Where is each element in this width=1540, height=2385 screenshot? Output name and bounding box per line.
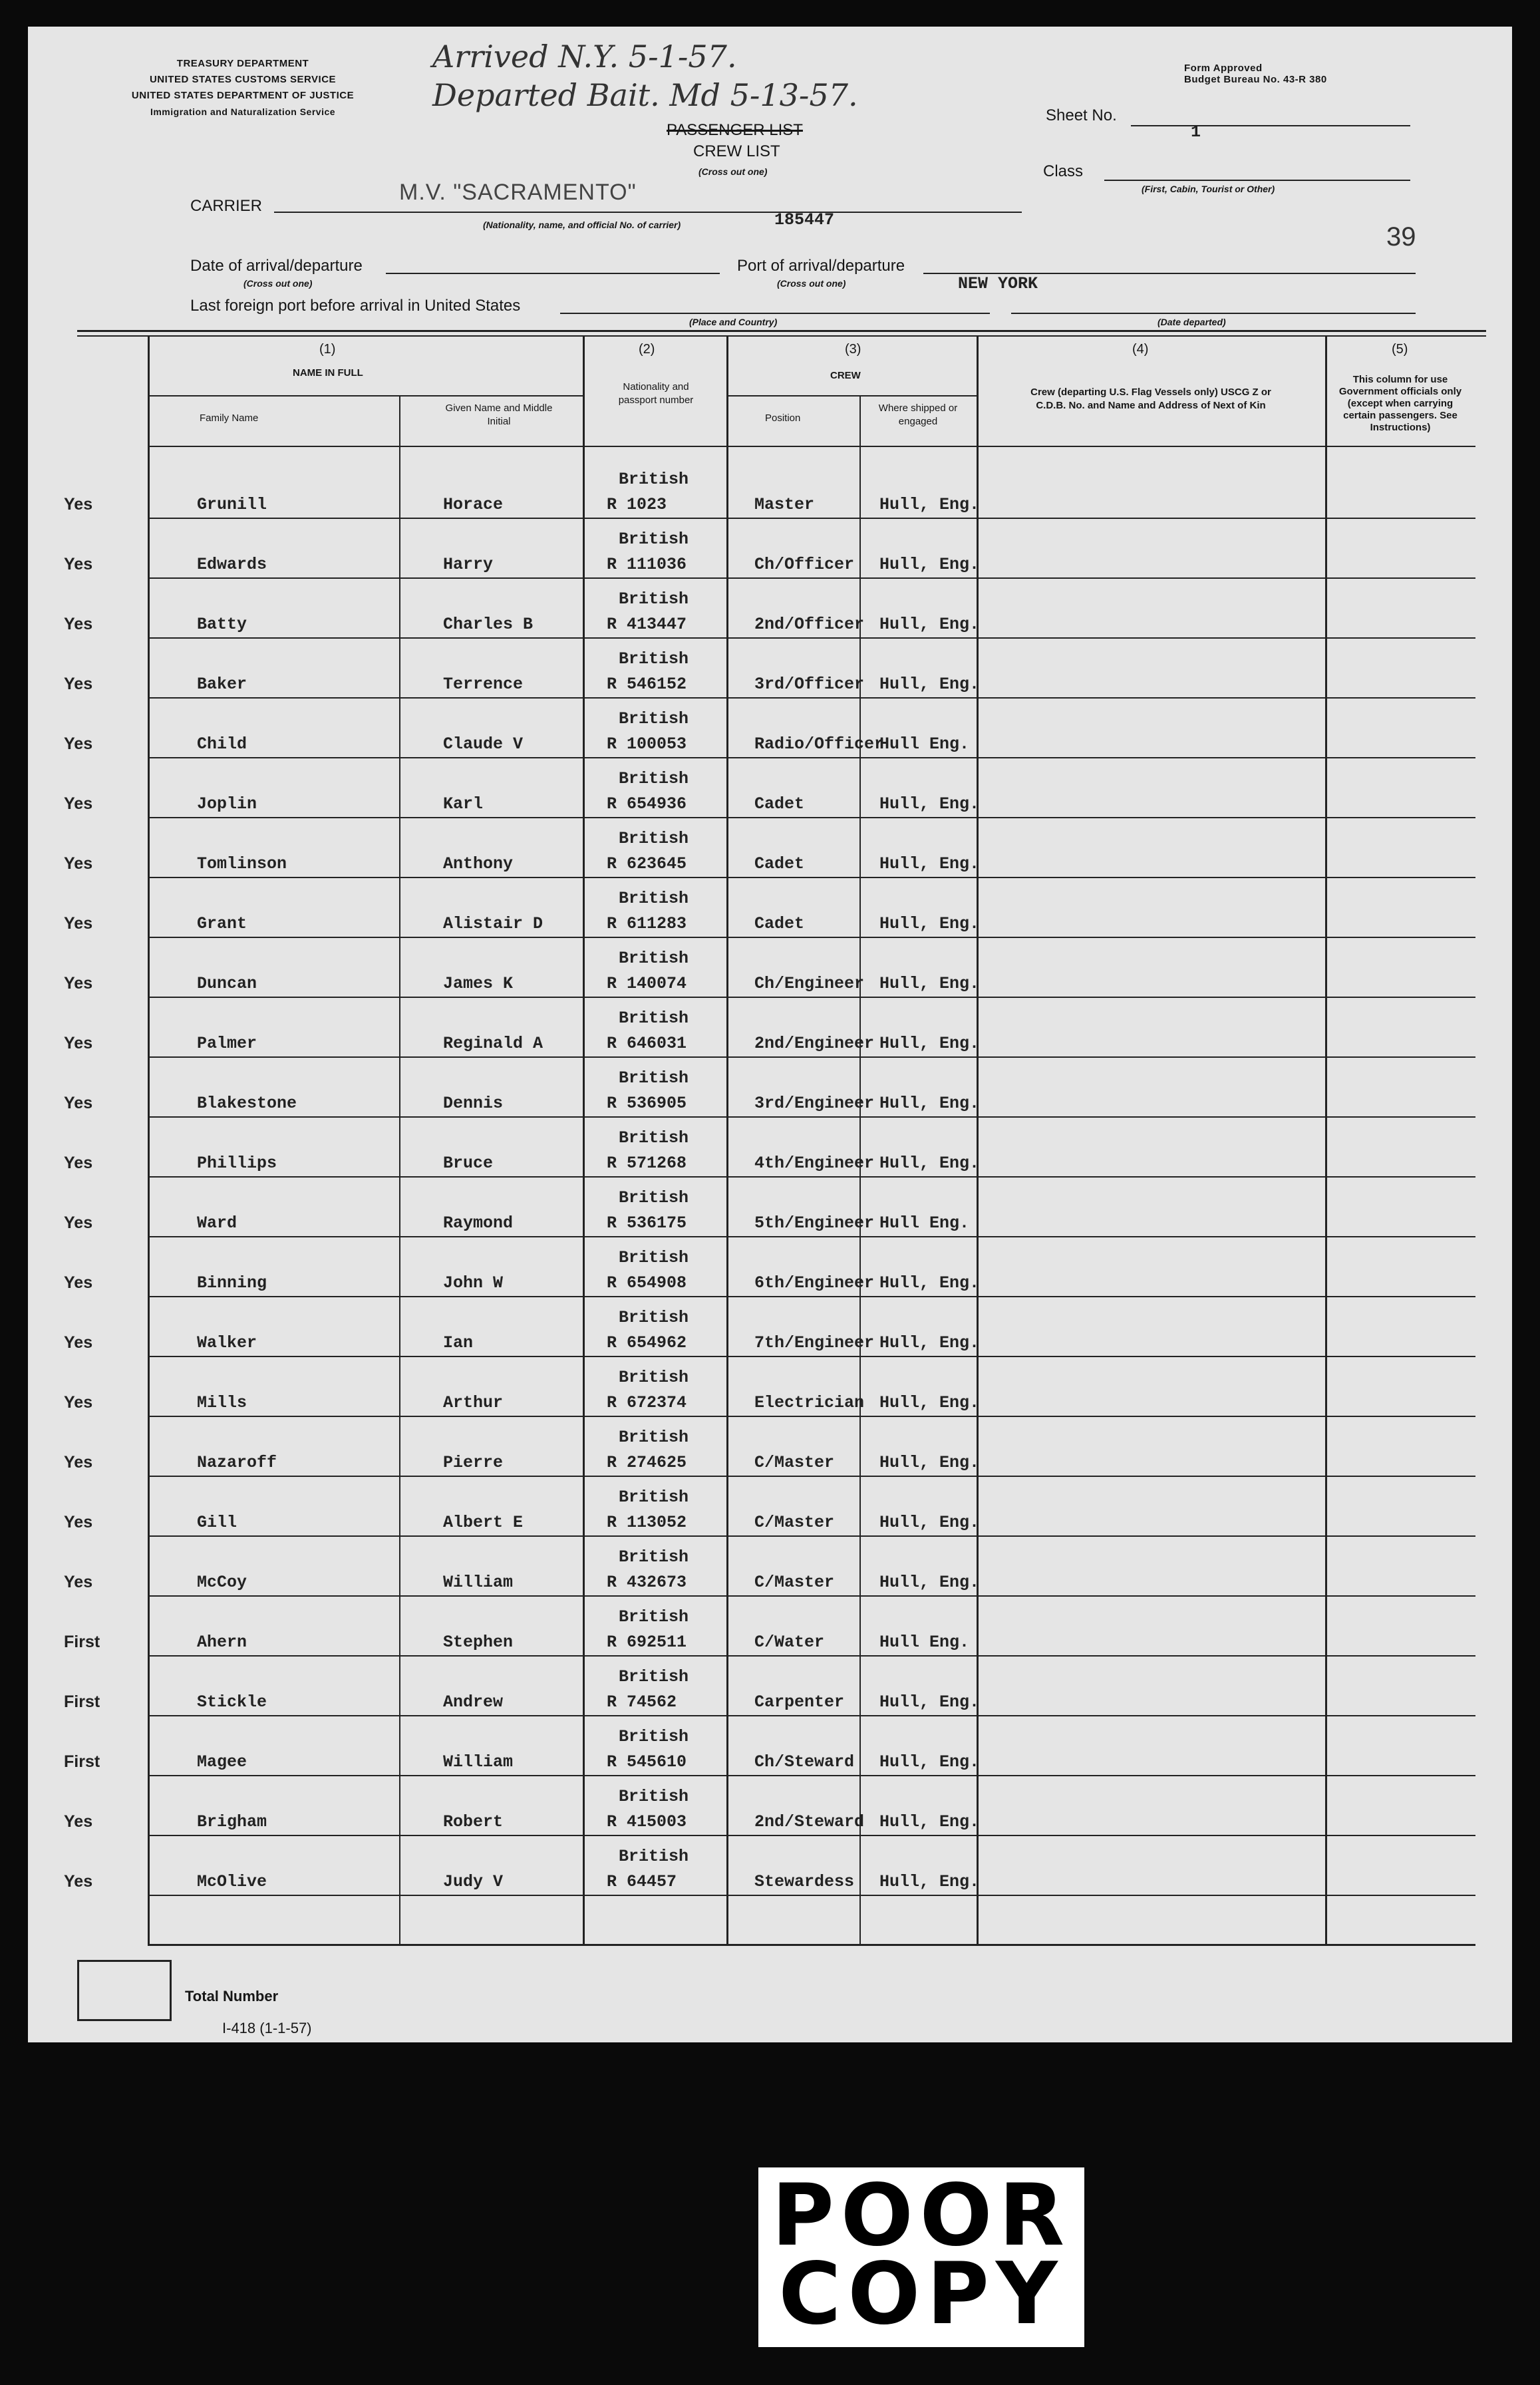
row-rule — [148, 1835, 1475, 1836]
form-approved-label: Form Approved — [1184, 63, 1263, 74]
given-cell: Karl — [443, 794, 484, 814]
table-top-rule — [77, 330, 1486, 332]
passport-cell: R 64457 — [607, 1872, 677, 1891]
row-rule — [148, 1775, 1475, 1776]
list-type-hint: (Cross out one) — [698, 166, 768, 177]
given-cell: Terrence — [443, 675, 524, 694]
given-cell: Stephen — [443, 1633, 514, 1652]
given-cell: William — [443, 1752, 514, 1772]
passport-cell: R 415003 — [607, 1812, 687, 1831]
mark-cell: Yes — [64, 734, 93, 753]
row-rule — [148, 1715, 1475, 1716]
family-cell: Joplin — [197, 794, 257, 814]
mark-cell: Yes — [64, 854, 93, 873]
family-cell: Tomlinson — [197, 854, 287, 874]
position-cell: 3rd/Officer — [754, 675, 865, 694]
row-rule — [148, 757, 1475, 758]
position-cell: 7th/Engineer — [754, 1333, 875, 1352]
position-cell: 2nd/Steward — [754, 1812, 865, 1831]
family-cell: Ahern — [197, 1633, 247, 1652]
date-line — [386, 273, 720, 274]
nationality-cell: British — [619, 709, 689, 728]
passport-cell: R 140074 — [607, 974, 687, 993]
col1-family: Family Name — [200, 412, 259, 424]
subheader-rule-crew — [726, 395, 977, 397]
nationality-cell: British — [619, 1248, 689, 1267]
total-number-label: Total Number — [185, 1988, 279, 2004]
family-cell: Duncan — [197, 974, 257, 993]
where-cell: Hull, Eng. — [879, 675, 980, 694]
date-hint: (Cross out one) — [243, 278, 313, 289]
position-cell: 5th/Engineer — [754, 1213, 875, 1233]
nationality-cell: British — [619, 530, 689, 549]
where-cell: Hull Eng. — [879, 734, 970, 754]
col5-title: This column for use Government officials only (except when carrying certain passengers. See Instructions) — [1338, 374, 1462, 433]
where-cell: Hull, Eng. — [879, 1034, 980, 1053]
family-cell: Grunill — [197, 495, 267, 514]
row-rule — [148, 1416, 1475, 1417]
given-cell: John W — [443, 1273, 504, 1293]
agency-line: UNITED STATES CUSTOMS SERVICE — [149, 74, 337, 85]
nationality-cell: British — [619, 1188, 689, 1207]
nationality-cell: British — [619, 1428, 689, 1447]
family-cell: Phillips — [197, 1154, 277, 1173]
row-rule — [148, 1116, 1475, 1118]
row-rule — [148, 518, 1475, 519]
col1-given: Given Name and Middle Initial — [445, 402, 553, 427]
official-number: 185447 — [774, 210, 835, 230]
mark-cell: Yes — [64, 974, 93, 993]
stamp-line-2: COPY — [778, 2245, 1064, 2344]
given-cell: Ian — [443, 1333, 474, 1352]
where-cell: Hull Eng. — [879, 1213, 970, 1233]
nationality-cell: British — [619, 470, 689, 489]
position-cell: C/Master — [754, 1573, 835, 1592]
where-cell: Hull, Eng. — [879, 555, 980, 574]
where-cell: Hull, Eng. — [879, 1393, 980, 1412]
passport-cell: R 74562 — [607, 1692, 677, 1712]
given-cell: Harry — [443, 555, 494, 574]
carrier-line — [274, 212, 1022, 213]
family-cell: Magee — [197, 1752, 247, 1772]
table-bottom-border — [148, 1944, 1475, 1946]
subheader-rule — [148, 395, 583, 397]
family-cell: Baker — [197, 675, 247, 694]
position-cell: C/Master — [754, 1453, 835, 1472]
position-cell: Carpenter — [754, 1692, 845, 1712]
passport-cell: R 654962 — [607, 1333, 687, 1352]
header-bottom-rule — [148, 446, 1475, 447]
page-number: 39 — [1386, 222, 1416, 251]
passport-cell: R 546152 — [607, 675, 687, 694]
table-top-rule-2 — [77, 335, 1486, 337]
passport-cell: R 536175 — [607, 1213, 687, 1233]
family-cell: Brigham — [197, 1812, 267, 1831]
passport-cell: R 432673 — [607, 1573, 687, 1592]
family-cell: Stickle — [197, 1692, 267, 1712]
mark-cell: Yes — [64, 1333, 93, 1352]
passport-cell: R 111036 — [607, 555, 687, 574]
passport-cell: R 413447 — [607, 615, 687, 634]
last-port-label: Last foreign port before arrival in United States — [190, 297, 521, 315]
port-label: Port of arrival/departure — [737, 257, 905, 275]
given-cell: Reginald A — [443, 1034, 543, 1053]
position-cell: Ch/Steward — [754, 1752, 855, 1772]
budget-bureau-label: Budget Bureau No. 43-R 380 — [1184, 74, 1327, 85]
nationality-cell: British — [619, 1488, 689, 1507]
date-label: Date of arrival/departure — [190, 257, 363, 275]
mark-cell: Yes — [64, 1573, 93, 1591]
carrier-hint: (Nationality, name, and official No. of carrier) — [483, 220, 681, 230]
mark-cell: Yes — [64, 1094, 93, 1112]
row-rule — [148, 637, 1475, 639]
passport-cell: R 692511 — [607, 1633, 687, 1652]
position-cell: Ch/Officer — [754, 555, 855, 574]
nationality-cell: British — [619, 1607, 689, 1627]
col-divider-family-given — [399, 395, 400, 1945]
col2-title: Nationality and passport number — [618, 381, 694, 406]
position-cell: Electrician — [754, 1393, 865, 1412]
row-rule — [148, 1056, 1475, 1058]
where-cell: Hull, Eng. — [879, 914, 980, 933]
passport-cell: R 611283 — [607, 914, 687, 933]
given-cell: Alistair D — [443, 914, 543, 933]
where-cell: Hull, Eng. — [879, 1273, 980, 1293]
passport-cell: R 100053 — [607, 734, 687, 754]
passport-cell: R 113052 — [607, 1513, 687, 1532]
row-rule — [148, 997, 1475, 998]
row-rule — [148, 1476, 1475, 1477]
where-cell: Hull, Eng. — [879, 974, 980, 993]
col-divider-2-3 — [726, 335, 728, 1945]
stamp-line-1: POOR — [772, 2166, 1071, 2265]
where-cell: Hull, Eng. — [879, 1453, 980, 1472]
row-rule — [148, 1176, 1475, 1178]
passport-cell: R 1023 — [607, 495, 667, 514]
col4-number: (4) — [1132, 342, 1149, 357]
sheet-line — [1131, 125, 1410, 126]
position-cell: Cadet — [754, 854, 805, 874]
position-cell: Radio/Officer — [754, 734, 885, 754]
agency-line: TREASURY DEPARTMENT — [176, 58, 309, 69]
family-cell: Grant — [197, 914, 247, 933]
mark-cell: Yes — [64, 914, 93, 933]
given-cell: William — [443, 1573, 514, 1592]
given-cell: Charles B — [443, 615, 534, 634]
row-rule — [148, 697, 1475, 699]
port-hint: (Cross out one) — [777, 278, 846, 289]
given-cell: Albert E — [443, 1513, 524, 1532]
position-cell: Master — [754, 495, 815, 514]
position-cell: Stewardess — [754, 1872, 855, 1891]
given-cell: James K — [443, 974, 514, 993]
carrier-label: CARRIER — [190, 197, 263, 215]
mark-cell: First — [64, 1692, 100, 1711]
col-divider-1-2 — [583, 335, 585, 1945]
where-cell: Hull, Eng. — [879, 1513, 980, 1532]
row-rule — [148, 1296, 1475, 1297]
given-cell: Horace — [443, 495, 504, 514]
row-rule — [148, 1655, 1475, 1657]
sheet-number: 1 — [1191, 122, 1201, 142]
where-cell: Hull, Eng. — [879, 495, 980, 514]
list-type: CREW LIST — [693, 142, 780, 160]
mark-cell: Yes — [64, 1453, 93, 1472]
where-cell: Hull, Eng. — [879, 1094, 980, 1113]
mark-cell: Yes — [64, 1513, 93, 1531]
passport-cell: R 654936 — [607, 794, 687, 814]
col5-number: (5) — [1392, 342, 1408, 357]
handwritten-arrival-note: Arrived N.Y. 5-1-57. — [432, 39, 737, 75]
agency-line: Immigration and Naturalization Service — [150, 106, 336, 117]
row-rule — [148, 1356, 1475, 1357]
col3-position: Position — [765, 412, 801, 424]
col2-number: (2) — [639, 342, 655, 357]
position-cell: 4th/Engineer — [754, 1154, 875, 1173]
mark-cell: Yes — [64, 1034, 93, 1052]
family-cell: Walker — [197, 1333, 257, 1352]
position-cell: Cadet — [754, 914, 805, 933]
given-cell: Robert — [443, 1812, 504, 1831]
nationality-cell: British — [619, 1847, 689, 1866]
date-departed-line — [1011, 313, 1416, 314]
family-cell: Binning — [197, 1273, 267, 1293]
position-cell: C/Water — [754, 1633, 825, 1652]
position-cell: 2nd/Officer — [754, 615, 865, 634]
nationality-cell: British — [619, 1308, 689, 1327]
family-cell: McOlive — [197, 1872, 267, 1891]
mark-cell: Yes — [64, 1154, 93, 1172]
nationality-cell: British — [619, 589, 689, 609]
last-port-line — [560, 313, 990, 314]
carrier-value: M.V. "SACRAMENTO" — [399, 180, 637, 205]
nationality-cell: British — [619, 769, 689, 788]
nationality-cell: British — [619, 829, 689, 848]
class-line — [1104, 180, 1410, 181]
col3-title: CREW — [830, 370, 861, 381]
row-rule — [148, 817, 1475, 818]
passport-cell: R 646031 — [607, 1034, 687, 1053]
family-cell: Child — [197, 734, 247, 754]
mark-cell: Yes — [64, 495, 93, 514]
row-rule — [148, 937, 1475, 938]
given-cell: Pierre — [443, 1453, 504, 1472]
family-cell: Nazaroff — [197, 1453, 277, 1472]
where-cell: Hull, Eng. — [879, 854, 980, 874]
mark-cell: Yes — [64, 1273, 93, 1292]
position-cell: C/Master — [754, 1513, 835, 1532]
mark-cell: Yes — [64, 1812, 93, 1831]
agency-block — [100, 56, 386, 120]
passport-cell: R 571268 — [607, 1154, 687, 1173]
row-rule — [148, 1595, 1475, 1597]
where-cell: Hull, Eng. — [879, 794, 980, 814]
mark-cell: Yes — [64, 675, 93, 693]
where-cell: Hull, Eng. — [879, 1573, 980, 1592]
row-rule — [148, 1535, 1475, 1537]
agency-line: UNITED STATES DEPARTMENT OF JUSTICE — [131, 90, 355, 101]
passport-cell: R 536905 — [607, 1094, 687, 1113]
col-divider-4-5 — [1325, 335, 1327, 1945]
given-cell: Arthur — [443, 1393, 504, 1412]
passport-cell: R 274625 — [607, 1453, 687, 1472]
where-cell: Hull Eng. — [879, 1633, 970, 1652]
where-cell: Hull, Eng. — [879, 1812, 980, 1831]
class-label: Class — [1043, 162, 1084, 180]
class-hint: (First, Cabin, Tourist or Other) — [1142, 184, 1275, 194]
list-type-struck: PASSENGER LIST — [667, 121, 803, 139]
sheet-label: Sheet No. — [1046, 106, 1117, 124]
nationality-cell: British — [619, 1547, 689, 1567]
row-rule — [148, 577, 1475, 579]
position-cell: 3rd/Engineer — [754, 1094, 875, 1113]
nationality-cell: British — [619, 1009, 689, 1028]
nationality-cell: British — [619, 1787, 689, 1806]
given-cell: Raymond — [443, 1213, 514, 1233]
given-cell: Judy V — [443, 1872, 504, 1891]
handwritten-departure-note: Departed Bait. Md 5-13-57. — [432, 77, 858, 113]
col3-number: (3) — [845, 342, 861, 357]
mark-cell: Yes — [64, 1872, 93, 1891]
passport-cell: R 545610 — [607, 1752, 687, 1772]
family-cell: Mills — [197, 1393, 247, 1412]
given-cell: Andrew — [443, 1692, 504, 1712]
given-cell: Dennis — [443, 1094, 504, 1113]
where-cell: Hull, Eng. — [879, 1752, 980, 1772]
where-cell: Hull, Eng. — [879, 615, 980, 634]
where-cell: Hull, Eng. — [879, 1333, 980, 1352]
given-cell: Anthony — [443, 854, 514, 874]
form-number: I-418 (1-1-57) — [222, 2020, 312, 2036]
mark-cell: Yes — [64, 555, 93, 573]
nationality-cell: British — [619, 1727, 689, 1746]
nationality-cell: British — [619, 1128, 689, 1148]
where-cell: Hull, Eng. — [879, 1872, 980, 1891]
col3-where: Where shipped or engaged — [878, 402, 958, 427]
nationality-cell: British — [619, 649, 689, 669]
mark-cell: First — [64, 1752, 100, 1771]
col1-title: NAME IN FULL — [293, 367, 363, 379]
row-rule — [148, 877, 1475, 878]
table-left-border — [148, 335, 150, 1945]
row-rule — [148, 1236, 1475, 1237]
form-approved — [1184, 63, 1327, 85]
nationality-cell: British — [619, 1068, 689, 1088]
passport-cell: R 654908 — [607, 1273, 687, 1293]
nationality-cell: British — [619, 1667, 689, 1686]
mark-cell: Yes — [64, 615, 93, 633]
passport-cell: R 672374 — [607, 1393, 687, 1412]
mark-cell: Yes — [64, 1393, 93, 1412]
passport-cell: R 623645 — [607, 854, 687, 874]
total-number-box — [77, 1960, 172, 2021]
nationality-cell: British — [619, 1368, 689, 1387]
family-cell: McCoy — [197, 1573, 247, 1592]
position-cell: 6th/Engineer — [754, 1273, 875, 1293]
col4-title: Crew (departing U.S. Flag Vessels only) USCG Z or C.D.B. No. and Name and Address of Next of Kin — [1030, 387, 1271, 411]
family-cell: Blakestone — [197, 1094, 297, 1113]
last-port-hint: (Place and Country) — [689, 317, 778, 327]
mark-cell: Yes — [64, 1213, 93, 1232]
row-rule — [148, 1895, 1475, 1896]
nationality-cell: British — [619, 949, 689, 968]
position-cell: Ch/Engineer — [754, 974, 865, 993]
col1-number: (1) — [319, 342, 336, 357]
mark-cell: First — [64, 1633, 100, 1651]
given-cell: Claude V — [443, 734, 524, 754]
family-cell: Ward — [197, 1213, 237, 1233]
given-cell: Bruce — [443, 1154, 494, 1173]
poor-copy-stamp — [758, 2167, 1084, 2347]
nationality-cell: British — [619, 889, 689, 908]
port-value: NEW YORK — [958, 274, 1038, 293]
mark-cell: Yes — [64, 794, 93, 813]
family-cell: Batty — [197, 615, 247, 634]
position-cell: 2nd/Engineer — [754, 1034, 875, 1053]
where-cell: Hull, Eng. — [879, 1154, 980, 1173]
family-cell: Gill — [197, 1513, 237, 1532]
family-cell: Palmer — [197, 1034, 257, 1053]
where-cell: Hull, Eng. — [879, 1692, 980, 1712]
date-departed-hint: (Date departed) — [1157, 317, 1226, 327]
family-cell: Edwards — [197, 555, 267, 574]
position-cell: Cadet — [754, 794, 805, 814]
